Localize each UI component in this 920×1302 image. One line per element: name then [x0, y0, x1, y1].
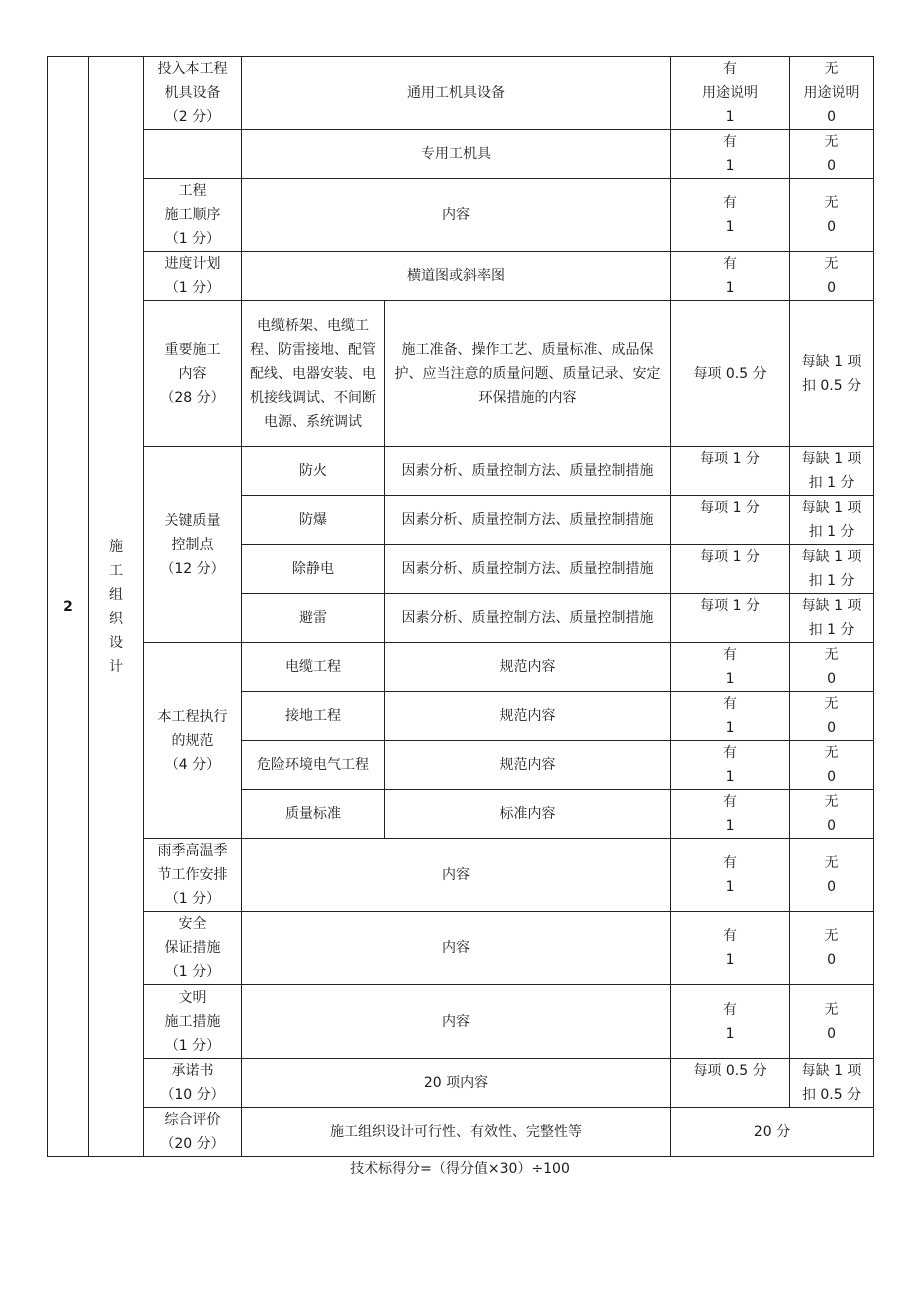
item-cell: 专用工机具 — [242, 130, 671, 179]
has-cell: 有 用途说明 1 — [671, 57, 790, 130]
desc-cell: 规范内容 — [385, 643, 671, 692]
item-cell: 内容 — [242, 985, 671, 1059]
category-cell: 安全 保证措施 （1 分） — [144, 912, 242, 985]
table-row — [48, 643, 874, 692]
desc-cell: 因素分析、质量控制方法、质量控制措施 — [385, 496, 671, 545]
deduct-cell: 每缺 1 项 扣 1 分 — [790, 594, 874, 643]
desc-cell: 因素分析、质量控制方法、质量控制措施 — [385, 545, 671, 594]
table-row — [48, 839, 874, 912]
category-cell: 本工程执行 的规范 （4 分） — [144, 643, 242, 839]
none-cell: 无 0 — [790, 912, 874, 985]
table-row — [48, 447, 874, 496]
none-cell: 无 0 — [790, 130, 874, 179]
deduct-cell: 每缺 1 项 扣 0.5 分 — [790, 1059, 874, 1108]
desc-cell: 规范内容 — [385, 692, 671, 741]
table-row — [48, 912, 874, 985]
has-cell: 有 1 — [671, 179, 790, 252]
has-cell: 有 1 — [671, 741, 790, 790]
deduct-cell: 每缺 1 项 扣 1 分 — [790, 447, 874, 496]
category-blank — [144, 130, 242, 179]
each-cell: 每项 0.5 分 — [671, 1059, 790, 1108]
item-cell: 内容 — [242, 912, 671, 985]
category-cell: 重要施工 内容 （28 分） — [144, 301, 242, 447]
table-row — [48, 57, 874, 130]
item-cell: 内容 — [242, 839, 671, 912]
desc-cell: 施工准备、操作工艺、质量标准、成品保护、应当注意的质量问题、质量记录、安定环保措施的内容 — [385, 301, 671, 447]
each-cell: 每项 0.5 分 — [671, 301, 790, 447]
has-cell: 有 1 — [671, 790, 790, 839]
none-cell: 无 0 — [790, 741, 874, 790]
none-cell: 无 0 — [790, 985, 874, 1059]
deduct-cell: 每缺 1 项 扣 0.5 分 — [790, 301, 874, 447]
item-cell: 防爆 — [242, 496, 385, 545]
section-number: 2 — [48, 57, 89, 1157]
category-cell: 投入本工程 机具设备 （2 分） — [144, 57, 242, 130]
item-cell: 危险环境电气工程 — [242, 741, 385, 790]
none-cell: 无 0 — [790, 839, 874, 912]
table-row — [48, 252, 874, 301]
item-cell: 20 项内容 — [242, 1059, 671, 1108]
has-cell: 有 1 — [671, 839, 790, 912]
item-cell: 接地工程 — [242, 692, 385, 741]
none-cell: 无 0 — [790, 692, 874, 741]
has-cell: 有 1 — [671, 912, 790, 985]
has-cell: 有 1 — [671, 130, 790, 179]
each-cell: 每项 1 分 — [671, 447, 790, 496]
footer-formula: 技术标得分=（得分值×30）÷100 — [350, 1161, 570, 1177]
item-cell: 电缆桥架、电缆工程、防雷接地、配管配线、电器安装、电机接线调试、不间断电源、系统调试 — [242, 301, 385, 447]
deduct-cell: 每缺 1 项 扣 1 分 — [790, 496, 874, 545]
item-cell: 横道图或斜率图 — [242, 252, 671, 301]
category-cell: 关键质量 控制点 （12 分） — [144, 447, 242, 643]
has-cell: 有 1 — [671, 985, 790, 1059]
item-cell: 质量标准 — [242, 790, 385, 839]
table-row — [48, 179, 874, 252]
has-cell: 有 1 — [671, 692, 790, 741]
none-cell: 无 0 — [790, 643, 874, 692]
item-cell: 内容 — [242, 179, 671, 252]
item-cell: 通用工机具设备 — [242, 57, 671, 130]
desc-cell: 标准内容 — [385, 790, 671, 839]
desc-cell: 因素分析、质量控制方法、质量控制措施 — [385, 594, 671, 643]
table-row — [48, 301, 874, 447]
has-cell: 有 1 — [671, 643, 790, 692]
category-cell: 综合评价 （20 分） — [144, 1108, 242, 1157]
category-cell: 进度计划 （1 分） — [144, 252, 242, 301]
item-cell: 除静电 — [242, 545, 385, 594]
desc-cell: 规范内容 — [385, 741, 671, 790]
category-cell: 文明 施工措施 （1 分） — [144, 985, 242, 1059]
item-cell: 防火 — [242, 447, 385, 496]
table-row — [48, 130, 874, 179]
table-row — [48, 985, 874, 1059]
each-cell: 每项 1 分 — [671, 496, 790, 545]
category-cell: 雨季高温季 节工作安排 （1 分） — [144, 839, 242, 912]
desc-cell: 因素分析、质量控制方法、质量控制措施 — [385, 447, 671, 496]
item-cell: 电缆工程 — [242, 643, 385, 692]
category-cell: 工程 施工顺序 （1 分） — [144, 179, 242, 252]
score-cell: 20 分 — [671, 1108, 874, 1157]
none-cell: 无 0 — [790, 252, 874, 301]
scoring-table — [47, 56, 874, 1157]
each-cell: 每项 1 分 — [671, 594, 790, 643]
has-cell: 有 1 — [671, 252, 790, 301]
none-cell: 无 0 — [790, 179, 874, 252]
each-cell: 每项 1 分 — [671, 545, 790, 594]
item-cell: 避雷 — [242, 594, 385, 643]
none-cell: 无 用途说明 0 — [790, 57, 874, 130]
category-cell: 承诺书 （10 分） — [144, 1059, 242, 1108]
table-row — [48, 1059, 874, 1108]
item-cell: 施工组织设计可行性、有效性、完整性等 — [242, 1108, 671, 1157]
deduct-cell: 每缺 1 项 扣 1 分 — [790, 545, 874, 594]
table-row — [48, 1108, 874, 1157]
section-name: 施 工 组 织 设 计 — [89, 57, 144, 1157]
none-cell: 无 0 — [790, 790, 874, 839]
